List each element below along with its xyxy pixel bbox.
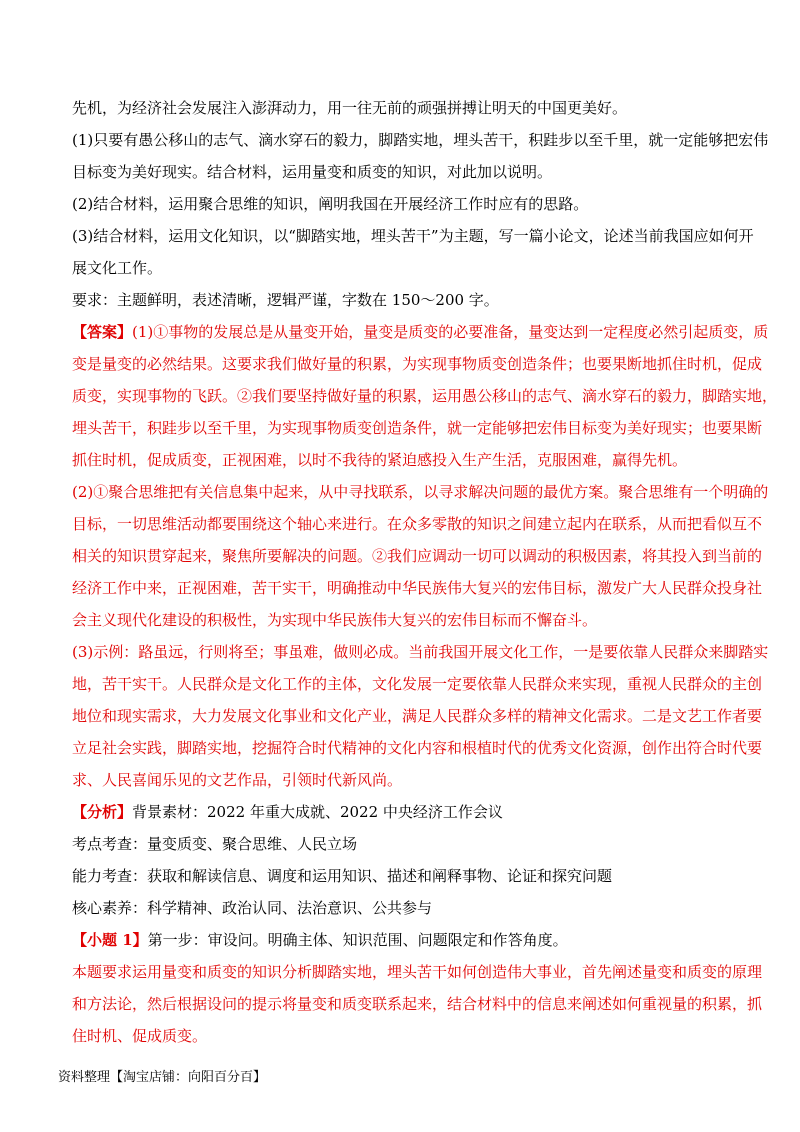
answer-3-line-4: 立足社会实践，脚踏实地，挖掘符合时代精神的文化内容和根植时代的优秀文化资源，创作出符合时代要 [72, 739, 763, 757]
analysis-line-2: 考点考查：量变质变、聚合思维、人民立场 [72, 835, 358, 853]
analysis-text: 背景素材：2022 年重大成就、2022 中央经济工作会议 [132, 803, 503, 821]
analysis-line-1 [72, 796, 732, 828]
question-1-line-2: 目标变为美好现实。结合材料，运用量变和质变的知识，对此加以说明。 [72, 163, 553, 181]
answer-1-line-3: 质变，实现事物的飞跃。②我们要坚持做好量的积累，运用愚公移山的志气、滴水穿石的毅力，脚踏实地， [72, 387, 778, 405]
subquestion-tag: 【小题 1】 [72, 931, 148, 949]
question-2: (2)结合材料，运用聚合思维的知识，阐明我国在开展经济工作时应有的思路。 [72, 195, 589, 213]
requirement-line: 要求：主题鲜明，表述清晰，逻辑严谨，字数在 150～200 字。 [72, 291, 499, 309]
analysis-line-4: 核心素养：科学精神、政治认同、法治意识、公共参与 [72, 899, 433, 917]
answer-3-line-5: 求、人民喜闻乐见的文艺作品，引领时代新风尚。 [72, 771, 403, 789]
answer-tag: 【答案】 [72, 323, 133, 341]
answer-1-line-2: 变是量变的必然结果。这要求我们做好量的积累，为实现事物质变创造条件；也要果断地抓住时机，促成 [72, 355, 763, 373]
question-3-line-1: (3)结合材料，运用文化知识，以“脚踏实地，埋头苦干”为主题，写一篇小论文，论述当前我国应如何开 [72, 227, 754, 245]
footer-source: 资料整理【淘宝店铺：向阳百分百】 [58, 1070, 267, 1085]
answer-3-line-3: 地位和现实需求，大力发展文化事业和文化产业，满足人民群众多样的精神文化需求。二是文艺工作者要 [72, 707, 763, 725]
text-line: 先机，为经济社会发展注入澎湃动力，用一往无前的顽强拼搏让明天的中国更美好。 [72, 99, 628, 117]
analysis-tag: 【分析】 [72, 803, 133, 821]
answer-1-line-4: 埋头苦干，积跬步以至千里，为实现事物质变创造条件，就一定能够把宏伟目标变为美好现实；也要果断 [72, 419, 763, 437]
question-3-line-2: 展文化工作。 [72, 259, 163, 277]
answer-2-line-3: 相关的知识贯穿起来，聚焦所要解决的问题。②我们应调动一切可以调动的积极因素，将其投入到当前的 [72, 547, 763, 565]
answer-text: (1)①事物的发展总是从量变开始，量变是质变的必要准备，量变达到一定程度必然引起质变，质 [132, 323, 769, 341]
answer-3-line-1: (3)示例：路虽远，行则将至；事虽难，做则必成。当前我国开展文化工作，一是要依靠人民群众来脚踏实 [72, 643, 769, 661]
subquestion-line-2: 本题要求运用量变和质变的知识分析脚踏实地，埋头苦干如何创造伟大事业，首先阐述量变和质变的原理 [72, 963, 763, 981]
answer-1-line-1 [72, 316, 769, 348]
subquestion-line-4: 住时机、促成质变。 [72, 1027, 208, 1045]
subquestion-line-3: 和方法论，然后根据设问的提示将量变和质变联系起来，结合材料中的信息来阐述如何重视量的积累，抓 [72, 995, 763, 1013]
answer-2-line-5: 会主义现代化建设的积极性，为实现中华民族伟大复兴的宏伟目标而不懈奋斗。 [72, 611, 598, 629]
analysis-line-3: 能力考查：获取和解读信息、调度和运用知识、描述和阐释事物、论证和探究问题 [72, 867, 613, 885]
subquestion-text: 第一步：审设问。明确主体、知识范围、问题限定和作答角度。 [147, 931, 568, 949]
question-1-line-1: (1)只要有愚公移山的志气、滴水穿石的毅力，脚踏实地，埋头苦干，积跬步以至千里，就一定能够把宏伟 [72, 131, 769, 149]
answer-2-line-4: 经济工作中来，正视困难，苦干实干，明确推动中华民族伟大复兴的宏伟目标，激发广大人民群众投身社 [72, 579, 763, 597]
answer-1-line-5: 抓住时机，促成质变，正视困难，以时不我待的紧迫感投入生产生活，克服困难，赢得先机。 [72, 451, 688, 469]
answer-2-line-1: (2)①聚合思维把有关信息集中起来，从中寻找联系，以寻求解决问题的最优方案。聚合思维有一个明确的 [72, 483, 769, 501]
answer-2-line-2: 目标，一切思维活动都要围绕这个轴心来进行。在众多零散的知识之间建立起内在联系，从而把看似互不 [72, 515, 763, 533]
subquestion-line-1 [72, 924, 732, 956]
answer-3-line-2: 地，苦干实干。人民群众是文化工作的主体，文化发展一定要依靠人民群众来实现，重视人民群众的主创 [72, 675, 763, 693]
